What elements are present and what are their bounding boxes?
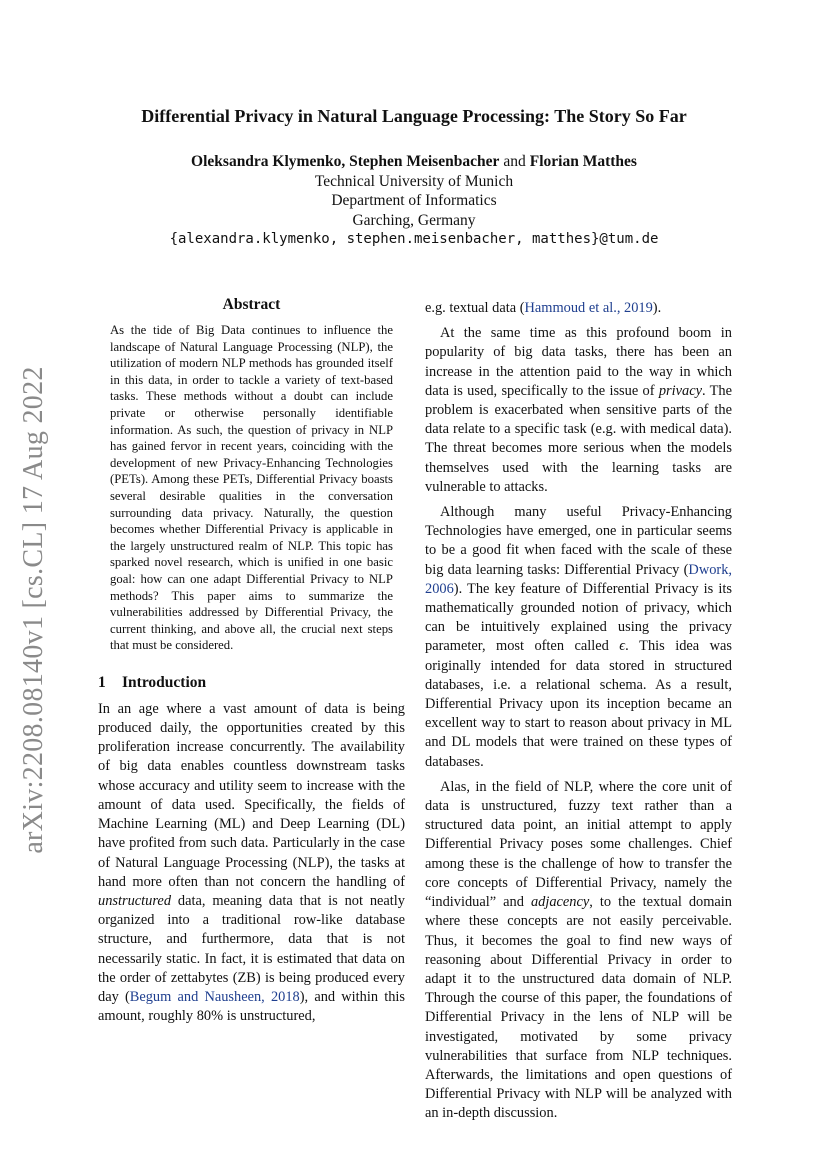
emphasis: unstructured (98, 892, 172, 909)
citation-link[interactable]: Hammoud et al., 2019 (524, 300, 653, 316)
text-run: Alas, in the field of NLP, where the core unit of data is unstructured, fuzzy text rather than a structured data point, an initial attempt to apply Differential Privacy poses some challenges. Chief among these is the challenge of how to transfer the core concepts of Differential Privacy, namely the “individual” and (425, 778, 732, 911)
author-names-first: Oleksandra Klymenko, Stephen Meisenbacher (191, 153, 500, 170)
abstract-text: As the tide of Big Data continues to influence the landscape of Natural Language Processing (NLP), the utilization of modern NLP methods has grounded itself in this data, in order to tackle a variety of text-based tasks. These methods without a doubt can include private or otherwise personally identifiable information. As such, the question of privacy in NLP has gained fervor in recent years, coinciding with the development of new Privacy-Enhancing Technologies (PETs). Among these PETs, Differential Privacy boasts several desirable qualities in the conversation surrounding data privacy. Naturally, the question becomes whether Differential Privacy is applicable in the largely unstructured realm of NLP. This topic has sparked novel research, which is unified in one basic goal: how can one adapt Differential Privacy to NLP methods? This paper aims to summarize the vulnerabilities addressed by Differential Privacy, the current thinking, and above all, the crucial next steps that must be considered. (110, 323, 393, 653)
author-names-last: Florian Matthes (529, 153, 637, 170)
affiliation-department: Department of Informatics (331, 192, 497, 209)
text-run: . This idea was originally intended for data stored in structured databases, i.e. a relational schema. As a result, Differential Privacy upon its inception became an excellent way to start to reason about privacy in ML and DL models that were trained on these types of databases. (425, 638, 732, 770)
text-run: . The problem is exacerbated when sensitive parts of the data relate to a specific task (e.g. with medical data). The threat becomes more serious when the models themselves used with the learning tasks are vulnerable to attacks. (425, 382, 732, 495)
arxiv-sidebar-stamp (8, 360, 60, 860)
text-run: Although many useful Privacy-Enhancing Technologies have emerged, one in particular seems to be a good fit when faced with the scale of these big data learning tasks: Differential Privacy ( (425, 504, 732, 578)
citation-link[interactable]: Begum and Nausheen, 2018 (129, 988, 300, 1005)
right-column (425, 296, 732, 1124)
abstract-heading: Abstract (222, 296, 281, 313)
text-run: ). (652, 300, 662, 316)
affiliation-location: Garching, Germany (352, 211, 476, 229)
author-block (0, 152, 828, 250)
epsilon-symbol: ϵ (619, 638, 626, 655)
affiliation-university: Technical University of Munich (314, 172, 514, 190)
text-run: In an age where a vast amount of data is being produced daily, the opportunities created by this proliferation increase concurrently. The availability of big data enables countless downstream tasks whose accuracy and utility seem to increase with the amount of data used. Specifically, the fields of Machine Learning (ML) and Deep Learning (DL) have profited from such data. Particularly in the case of Natural Language Processing (NLP), the tasks at hand more often than not concern the handling of (98, 700, 405, 890)
text-run: e.g. textual data ( (425, 300, 525, 316)
author-emails: {alexandra.klymenko, stephen.meisenbacher, matthes}@tum.de (169, 231, 659, 247)
text-run: At the same time as this profound boom in popularity of big data tasks, there has been an increase in the attention paid to the way in which data is used, specifically to the issue of (425, 325, 732, 399)
intro-paragraph-3 (425, 503, 732, 772)
emphasis: adjacency (530, 894, 590, 911)
citation-link[interactable]: Dwork, 2006 (425, 561, 732, 597)
intro-paragraph-1-continued (425, 299, 732, 318)
section-heading-introduction (98, 674, 405, 692)
intro-paragraph-4 (425, 778, 732, 1124)
text-run: data, meaning data that is not neatly organized into a traditional row-like database structure, and furthermore, data that is not necessarily static. In fact, it is estimated that data on the order of zettabytes (ZB) is being produced every day ( (98, 892, 405, 1005)
text-run: ). The key feature of Differential Privacy is its mathematically grounded notion of privacy, which can be intuitively explained using the privacy parameter, most often called (425, 580, 732, 655)
left-column (98, 296, 405, 1026)
author-and: and (503, 153, 526, 170)
paper-title: Differential Privacy in Natural Language Processing: The Story So Far (141, 106, 687, 126)
intro-paragraph-1 (98, 700, 405, 1026)
text-run: , to the textual domain where these concepts are not easily perceivable. Thus, it becomes the goal to find new ways of reasoning about Differential Privacy in order to adapt it to the unstructured data domain of NLP. Through the course of this paper, the foundations of Differential Privacy in the lens of NLP will be investigated, motivated by some privacy vulnerabilities that surface from NLP techniques. Afterwards, the limitations and open questions of Differential Privacy with NLP will be analyzed with an in-depth discussion. (425, 894, 733, 1122)
section-title: Introduction (122, 673, 207, 691)
intro-paragraph-2 (425, 324, 732, 497)
emphasis: privacy (658, 382, 702, 399)
section-number: 1 (98, 673, 106, 691)
text-run: ), and within this amount, roughly 80% is unstructured, (98, 988, 406, 1025)
arxiv-id: arXiv:2208.08140v1 [cs.CL] 17 Aug 2022 (18, 366, 49, 854)
author-names (0, 152, 828, 172)
